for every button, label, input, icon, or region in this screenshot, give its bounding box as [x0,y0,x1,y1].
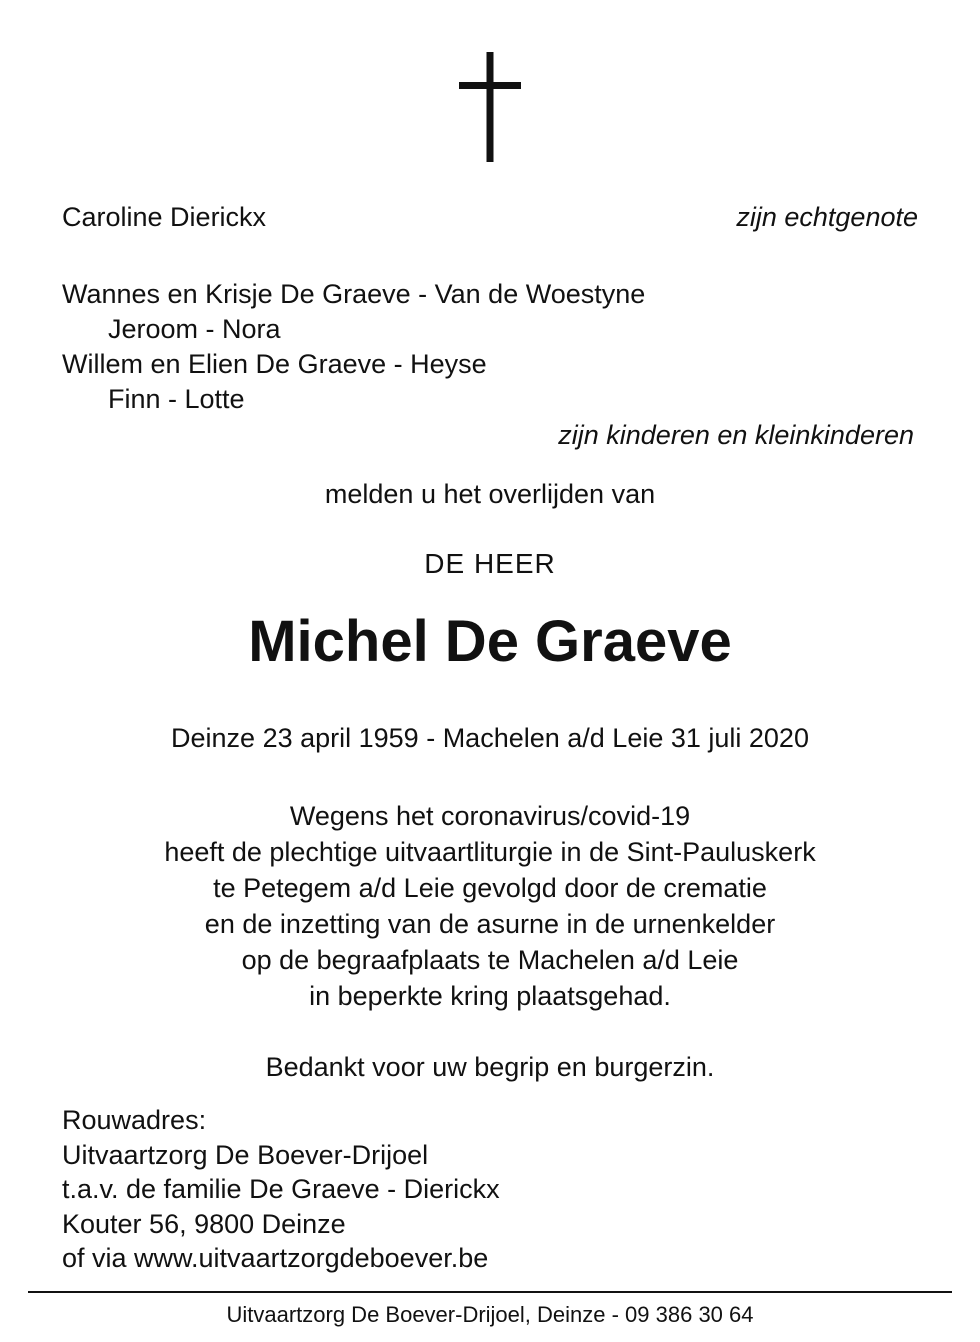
cross-icon [455,0,525,162]
thanks-text: Bedankt voor uw begrip en burgerzin. [265,1052,715,1082]
children-line: Willem en Elien De Graeve - Heyse [62,349,487,379]
ceremony-paragraph [62,798,918,1014]
footer [28,1291,952,1328]
spouse-row [62,200,918,235]
mourning-address-line: Uitvaartzorg De Boever-Drijoel [62,1139,429,1170]
life-dates: Deinze 23 april 1959 - Machelen a/d Leie 31 juli 2020 [171,723,809,753]
mourning-address-block [62,1103,918,1276]
announcement-text: melden u het overlijden van [324,479,656,509]
mourning-address-line: Kouter 56, 9800 Deinze [62,1208,346,1239]
spouse-relation: zijn echtgenote [736,202,918,232]
children-line: Finn - Lotte [108,384,245,414]
ceremony-line: in beperkte kring plaatsgehad. [309,981,671,1011]
ceremony-line: op de begraafplaats te Machelen a/d Leie [241,945,739,975]
footer-text: Uitvaartzorg De Boever-Drijoel, Deinze - 09 386 30 64 [226,1302,754,1327]
mourning-address-line: t.a.v. de familie De Graeve - Dierickx [62,1174,500,1204]
ceremony-line: Wegens het coronavirus/covid-19 [289,801,691,831]
ceremony-line: en de inzetting van de asurne in de urnenkelder [204,909,776,939]
children-line: Jeroom - Nora [108,314,281,344]
spouse-name: Caroline Dierickx [62,202,267,232]
children-block [62,277,918,417]
mourning-address-label: Rouwadres: [62,1105,207,1135]
ceremony-line: heeft de plechtige uitvaartliturgie in de Sint-Pauluskerk [164,837,816,867]
honorific-title: DE HEER [424,548,556,579]
ceremony-line: te Petegem a/d Leie gevolgd door de crematie [213,873,767,903]
children-relation: zijn kinderen en kleinkinderen [558,420,914,450]
children-line: Wannes en Krisje De Graeve - Van de Woestyne [62,279,646,309]
mourning-address-line: of via www.uitvaartzorgdeboever.be [62,1243,489,1273]
deceased-name: Michel De Graeve [248,609,732,674]
